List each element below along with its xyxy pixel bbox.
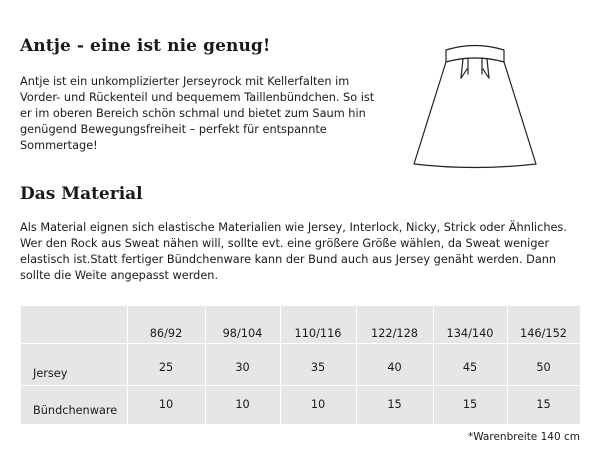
size-header: 122/128 (371, 327, 418, 340)
size-header: 146/152 (520, 327, 567, 340)
size-header: 134/140 (446, 327, 494, 340)
intro-paragraph: Antje ist ein unkomplizierter Jerseyrock mit Kellerfalten im Vorder- und Rückenteil und bequemem Taillenbündchen. So ist er im oberen Bereich schön schmal und bietet zum Saum hin genügend Bewegungsfreiheit – perfekt für entspannte Sommertage! (20, 75, 375, 152)
size-table (21, 306, 580, 424)
size-header: 86/92 (149, 327, 183, 340)
table-cell: 30 (235, 361, 250, 374)
table-row-divider (21, 343, 580, 344)
table-cell: 10 (235, 398, 250, 411)
material-paragraph: Als Material eignen sich elastische Materialien wie Jersey, Interlock, Nicky, Strick oder Ähnliches. Wer den Rock aus Sweat nähen will, sollte evt. eine größere Größe wählen, da Sweat weniger elastisch ist.Statt fertiger Bündchenware kann der Bund auch aus Jersey genäht werden. Dann sollte die Weite angepasst werden. (20, 221, 567, 282)
table-cell: 15 (462, 398, 478, 411)
table-row-divider (21, 385, 580, 386)
material-heading: Das Material (20, 184, 143, 204)
table-cell: 15 (536, 398, 551, 411)
size-header: 98/104 (222, 327, 263, 340)
page-title: Antje - eine ist nie genug! (20, 36, 271, 56)
row-label-jersey: Jersey (33, 367, 68, 380)
table-cell: 10 (158, 398, 174, 411)
table-cell: 10 (310, 398, 326, 411)
table-cell: 40 (387, 361, 402, 374)
skirt-illustration (412, 38, 538, 171)
fabric-width-note: *Warenbreite 140 cm (467, 431, 580, 443)
table-cell: 15 (387, 398, 402, 411)
table-cell: 50 (536, 361, 551, 374)
size-header: 110/116 (294, 327, 342, 340)
table-cell: 45 (462, 361, 478, 374)
table-cell: 25 (158, 361, 174, 374)
table-cell: 35 (310, 361, 326, 374)
row-label-buendchenware: Bündchenware (33, 404, 118, 417)
